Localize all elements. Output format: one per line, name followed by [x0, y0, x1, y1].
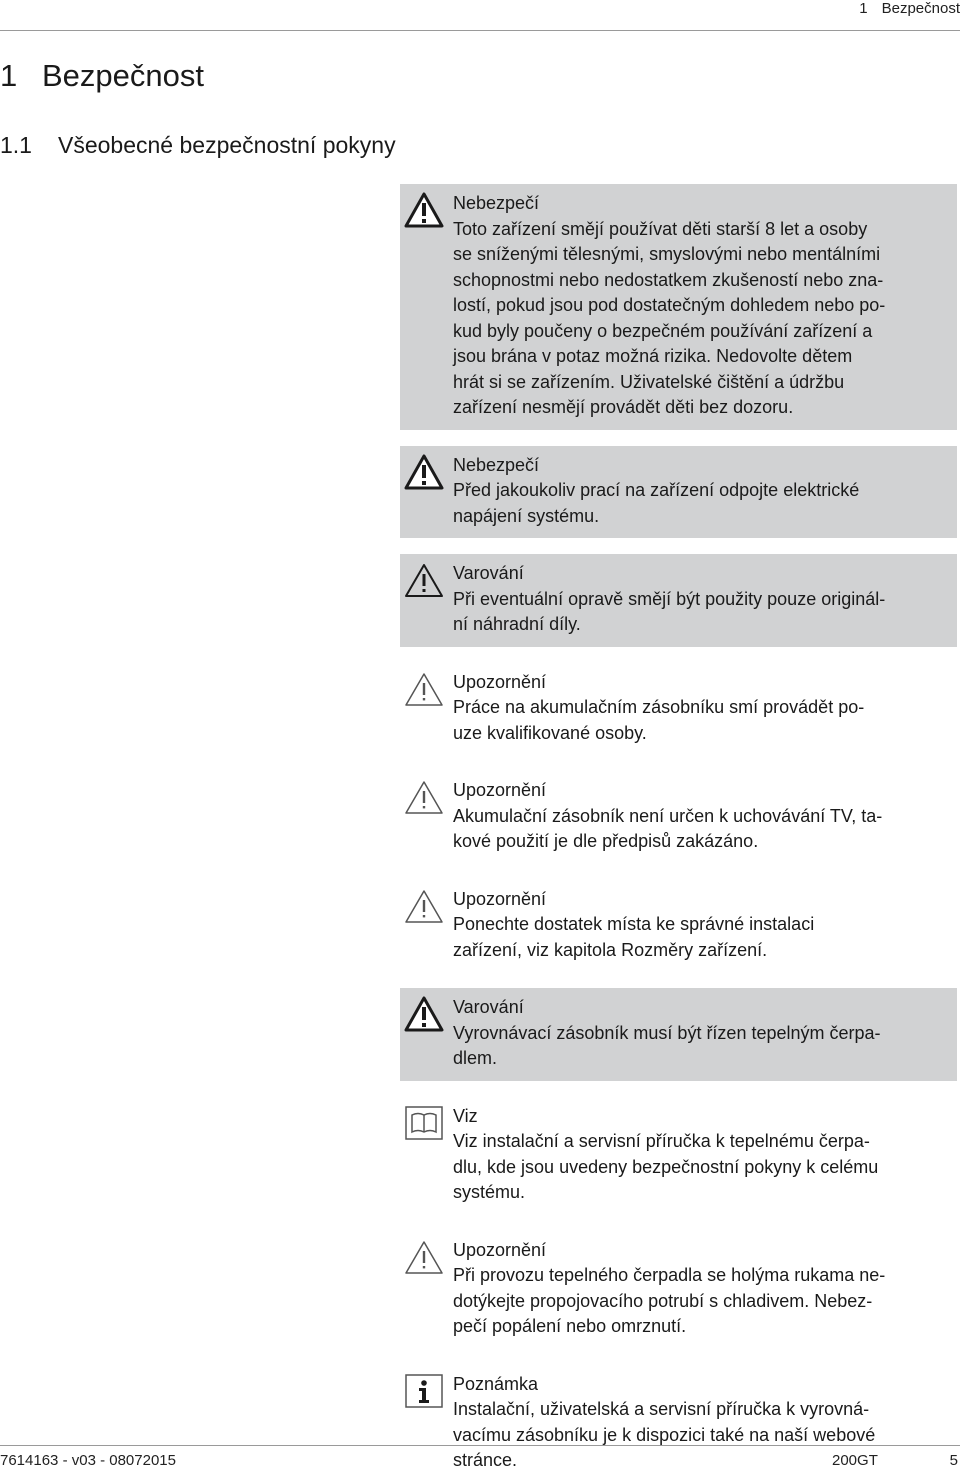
notice-line: kové použití je dle předpisů zakázáno.: [453, 831, 759, 851]
notice-title: Nebezpečí: [453, 193, 540, 213]
running-header: [859, 0, 960, 17]
warning-triangle-outline-icon: [404, 779, 444, 815]
notice-caution: [400, 880, 957, 973]
footer-page-number: 5: [949, 1452, 958, 1469]
footer-model: 200GT: [832, 1452, 878, 1469]
section-heading: [0, 132, 396, 159]
notice-line: Ponechte dostatek místa ke správné instalaci: [453, 914, 815, 934]
warning-triangle-outline-icon: [404, 888, 444, 924]
notice-caution: [400, 663, 957, 756]
chapter-heading-title: Bezpečnost: [42, 58, 204, 93]
notice-line: dotýkejte propojovacího potrubí s chladivem. Nebez-: [453, 1290, 873, 1311]
notice-see: [400, 1097, 957, 1215]
notice-line: stránce.: [453, 1450, 518, 1469]
notice-title: Nebezpečí: [453, 454, 540, 475]
notice-line: Vyrovnávací zásobník musí být řízen tepelným čerpa-: [453, 1022, 881, 1043]
header-divider: [0, 30, 960, 31]
footer-document-code: 7614163 - v03 - 08072015: [0, 1452, 176, 1469]
footer-divider: [0, 1445, 960, 1446]
book-icon: [404, 1105, 444, 1141]
notice-title: Viz: [453, 1105, 478, 1126]
notice-title: Upozornění: [453, 888, 547, 909]
notice-line: pečí popálení nebo omrznutí.: [453, 1316, 687, 1336]
notice-body: [453, 804, 949, 855]
notice-line: lostí, pokud jsou pod dostatečným dohledem nebo po-: [453, 295, 886, 315]
notice-body: [453, 695, 949, 746]
notice-line: jsou brána v potaz možná rizika. Nedovolte dětem: [453, 346, 853, 366]
notice-line: uze kvalifikované osoby.: [453, 722, 647, 743]
notice-danger: [400, 446, 957, 539]
notice-line: Akumulační zásobník není určen k uchovávání TV, ta-: [453, 805, 883, 826]
notice-line: ní náhradní díly.: [453, 614, 581, 634]
notice-line: hrát si se zařízením. Uživatelské čištění a údržbu: [453, 371, 845, 392]
notice-line: Před jakoukoliv prací na zařízení odpojte elektrické: [453, 480, 860, 500]
notice-title: Varování: [453, 997, 524, 1017]
info-icon: [404, 1373, 444, 1409]
notice-line: napájení systému.: [453, 505, 600, 526]
notice-body: [453, 217, 949, 421]
notice-body: [453, 478, 949, 529]
notice-body: [453, 1129, 949, 1206]
notice-title: Varování: [453, 563, 524, 583]
notice-warning: [400, 988, 957, 1081]
notice-line: Viz instalační a servisní příručka k tepelnému čerpa-: [453, 1131, 870, 1151]
running-header-number: 1: [859, 0, 868, 17]
warning-triangle-outline-icon: [404, 671, 444, 707]
warning-triangle-bold-icon: [404, 192, 444, 228]
notice-line: Při eventuální opravě smějí být použity pouze originál-: [453, 588, 886, 609]
section-heading-title: Všeobecné bezpečnostní pokyny: [58, 132, 396, 158]
notice-warning: [400, 554, 957, 647]
section-heading-number: 1.1: [0, 132, 32, 158]
notice-line: Práce na akumulačním zásobníku smí provádět po-: [453, 697, 865, 717]
warning-triangle-bold-icon: [404, 996, 444, 1032]
chapter-heading-number: 1: [0, 58, 18, 93]
notice-line: systému.: [453, 1182, 526, 1202]
warning-triangle-bold-icon: [404, 454, 444, 490]
notice-line: dlu, kde jsou uvedeny bezpečnostní pokyny k celému: [453, 1156, 879, 1177]
notice-line: Toto zařízení smějí používat děti starší 8 let a osoby: [453, 218, 868, 239]
notice-title: Upozornění: [453, 1239, 547, 1260]
notice-body: [453, 1263, 949, 1340]
notice-line: se sníženými tělesnými, smyslovými nebo mentálními: [453, 244, 881, 264]
notice-title: Upozornění: [453, 671, 547, 692]
chapter-heading: [0, 58, 204, 94]
notice-line: dlem.: [453, 1048, 498, 1068]
notice-line: kud byly poučeny o bezpečném používání zařízení a: [453, 320, 873, 341]
safety-notices-list: [400, 184, 957, 1469]
notice-line: Instalační, uživatelská a servisní příručka k vyrovná-: [453, 1399, 870, 1419]
running-header-title: Bezpečnost: [881, 0, 960, 17]
notice-caution: [400, 1231, 957, 1349]
notice-title: Upozornění: [453, 780, 547, 800]
notice-line: zařízení nesmějí provádět děti bez dozoru.: [453, 397, 794, 417]
warning-triangle-icon: [404, 562, 444, 598]
notice-body: [453, 587, 949, 638]
notice-title: Poznámka: [453, 1373, 539, 1394]
notice-line: zařízení, viz kapitola Rozměry zařízení.: [453, 939, 768, 960]
notice-line: Při provozu tepelného čerpadla se holýma rukama ne-: [453, 1265, 886, 1285]
notice-line: schopnostmi nebo nedostatkem zkušeností nebo zna-: [453, 269, 884, 290]
warning-triangle-outline-icon: [404, 1239, 444, 1275]
notice-body: [453, 1021, 949, 1072]
notice-line: vacímu zásobníku je k dispozici také na naší webové: [453, 1424, 876, 1445]
notice-body: [453, 912, 949, 963]
notice-danger: [400, 184, 957, 430]
notice-caution: [400, 771, 957, 864]
